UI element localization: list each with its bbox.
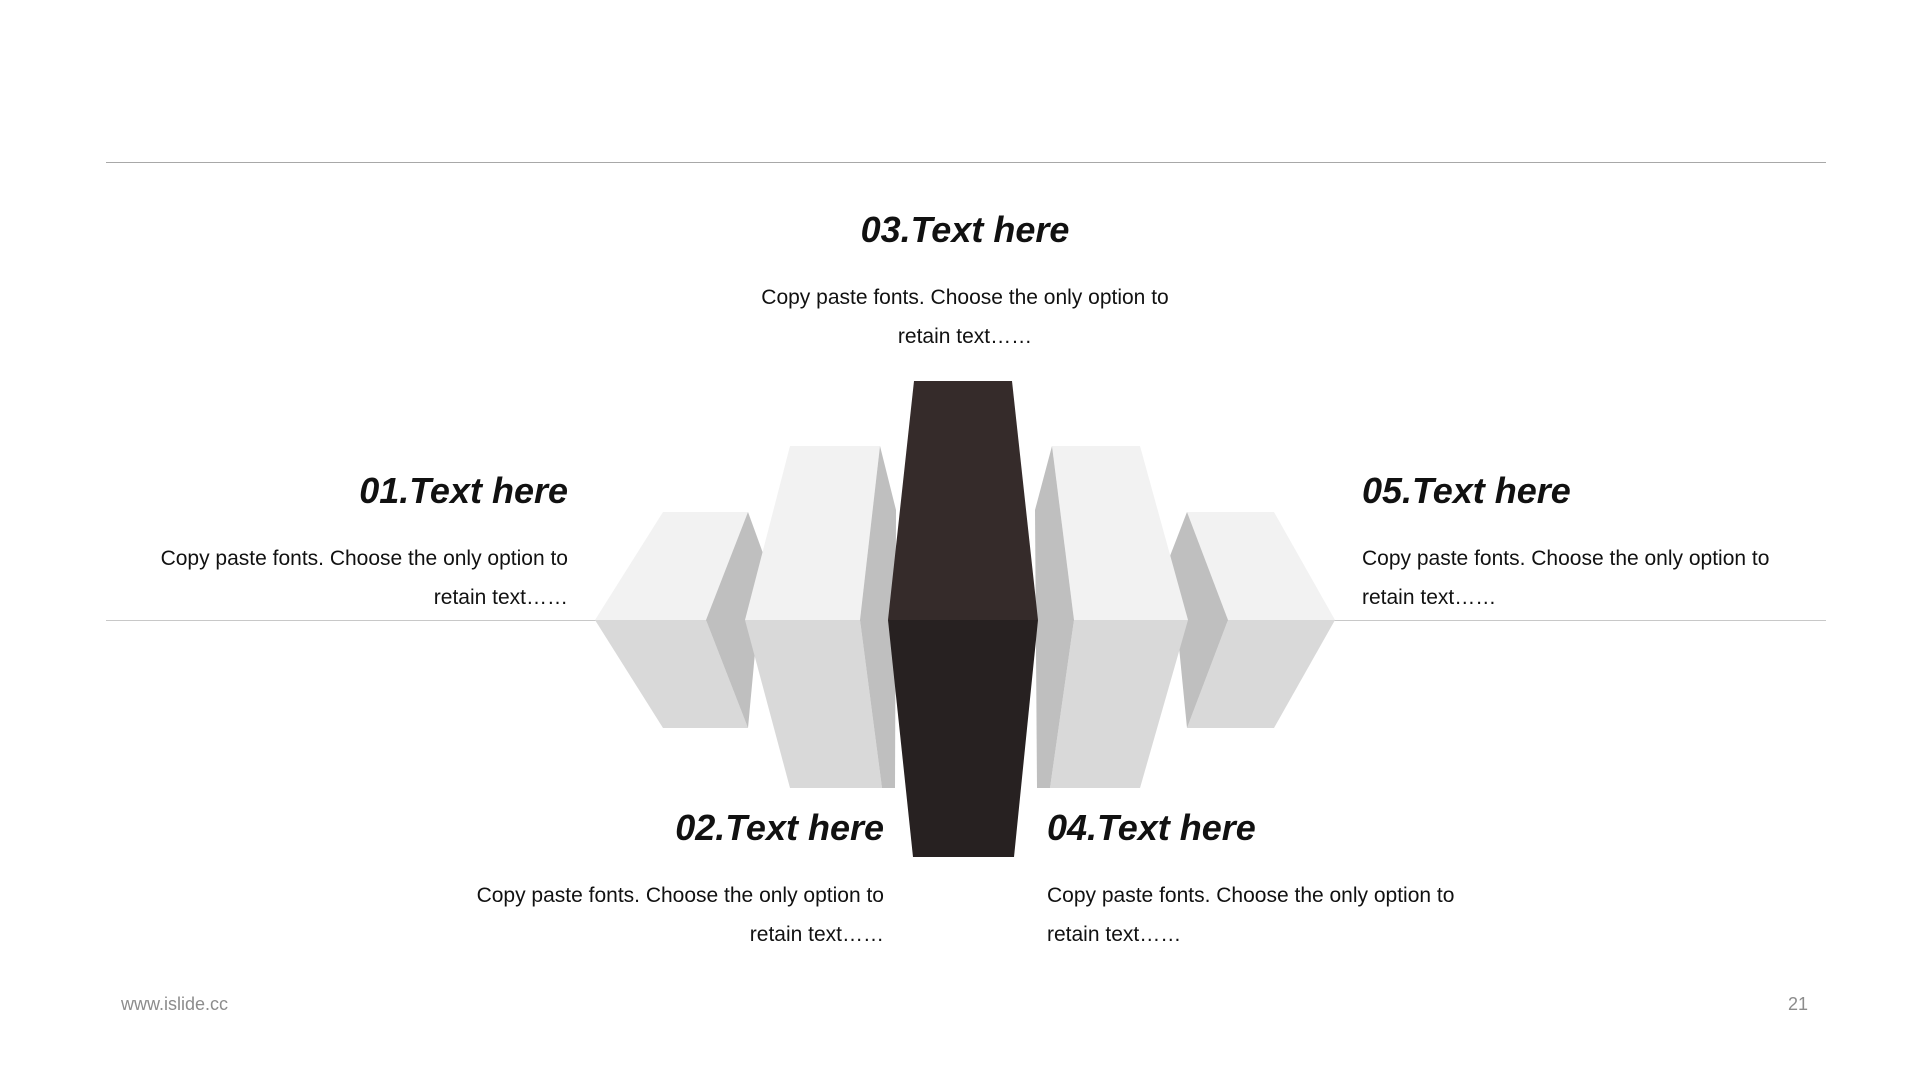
block-2-bottom-face xyxy=(745,620,882,788)
item-1-description: Copy paste fonts. Choose the only option to retain text…… xyxy=(160,547,568,609)
item-4-block xyxy=(1047,806,1487,954)
block-1-shape xyxy=(595,512,764,728)
item-2-description: Copy paste fonts. Choose the only option to retain text…… xyxy=(476,884,884,946)
item-2-block xyxy=(444,806,884,954)
item-5-description: Copy paste fonts. Choose the only option to retain text…… xyxy=(1362,547,1770,609)
item-5-block xyxy=(1362,469,1802,617)
block-5-shape xyxy=(1170,512,1335,728)
block-4-shape xyxy=(1035,446,1188,788)
block-3-shape xyxy=(888,381,1038,857)
item-4-title: 04.Text here xyxy=(1047,807,1256,848)
block-3-top-face xyxy=(888,381,1038,620)
item-3-description: Copy paste fonts. Choose the only option to retain text…… xyxy=(761,286,1169,348)
footer-url-text: www.islide.cc xyxy=(121,994,229,1014)
block-3-bottom-face xyxy=(888,620,1038,857)
block-2-top-face xyxy=(745,446,880,620)
item-1-block xyxy=(128,469,568,617)
item-5-title: 05.Text here xyxy=(1362,470,1571,511)
block-2-shape xyxy=(745,446,896,788)
block-4-bottom-face xyxy=(1050,620,1188,788)
item-2-title: 02.Text here xyxy=(675,807,884,848)
item-4-description: Copy paste fonts. Choose the only option to retain text…… xyxy=(1047,884,1455,946)
item-3-block xyxy=(745,208,1185,356)
item-3-title: 03.Text here xyxy=(860,209,1070,250)
page-number: 21 xyxy=(1787,994,1808,1014)
block-4-top-face xyxy=(1052,446,1188,620)
item-1-title: 01.Text here xyxy=(359,470,568,511)
